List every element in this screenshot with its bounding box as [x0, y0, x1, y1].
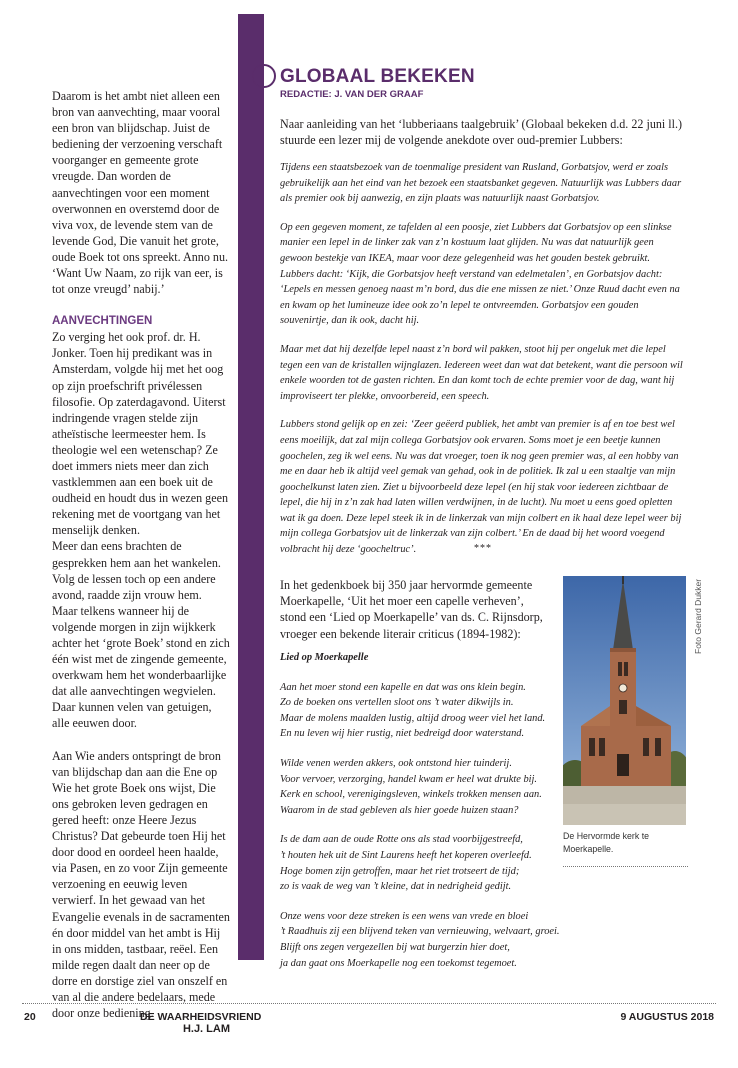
article-paragraph: In het gedenkboek bij 350 jaar hervormde gemeente Moerkapelle, ‘Uit het moer een capelle verheven’, stond een ‘Lied op Moerkapelle’ van ds. C. Rijnsdorp, vroeger een bekende literair criticus (1894-1982):	[280, 578, 543, 641]
poem-line: ja dan gaat ons Moerkapelle nog een toekomst tegemoet.	[280, 957, 517, 969]
anecdote-quote	[280, 160, 686, 571]
footer-divider	[22, 1003, 716, 1004]
poem-line: Zo de boeken ons vertellen sloot ons ’t water dikwijls in.	[280, 697, 514, 709]
poem-line: ’t Raadhuis zij een blijvend teken van vernieuwing, welvaart, groei.	[280, 926, 560, 938]
page-number: 20	[24, 1011, 36, 1023]
quote-paragraph: Lubbers stond gelijk op en zei: ‘Zeer geëerd publiek, het ambt van premier is af en toe best wel eens moeilijk, dat zal mijn collega Gorbatsjov ook ervaren. Soms moet je een beetje kunnen goochelen, zeg ik wel eens. Nu was dat vroeger, toen ik nog geen premier was, al een hobby van me en daar heb ik altijd veel gemak van gehad, ook in de politiek. Ik zal u een staaltje van mijn goochelkunst laten zien. Ziet u bijvoorbeeld deze lepel (en hij stak voor iedereen zichtbaar de lepel, die hij in z’n zak had laten willen verdwijnen, in de lucht). Nu moet u eens goed opletten wat ik ga doen. Deze lepel steek ik in de linkerzak van mijn colbert en ik haal deze lepel weer bij mijn collega Gorbatsjov uit de linkerzak van zijn colbert.’ En de daad bij het woord voegend volbracht hij deze ‘goocheltruc’.	[280, 419, 682, 556]
quote-paragraph: Op een gegeven moment, ze tafelden al een poosje, ziet Lubbers dat Gorbatsjov op een slinkse manier een lepel in de linker zak van z’n kostuum laat glijden. Nu was dat natuurlijk geen gewoon bestekje van IKEA, maar voor deze gelegenheid was het gouden bestek gebruikt. Lubbers dacht: ‘Kijk, die Gorbatsjov heeft verstand van edelmetalen’, en Gorbatsjov dacht: ‘Lepels en messen genoeg naast m’n bord, dus die ene missen ze niet.’ Onze Ruud dacht even na en kwam op het lumineuze idee ook zo’n lepel te ontvreemden. Gorbatsjov een gouden souvenirtje, dan ik ook, dacht hij.	[280, 221, 680, 327]
poem-line: Is de dam aan de oude Rotte ons als stad voorbijgestreefd,	[280, 834, 523, 846]
poem-line: Voor vervoer, verzorging, handel kwam er heel wat drukte bij.	[280, 773, 538, 785]
issue-date: 9 AUGUSTUS 2018	[620, 1011, 714, 1023]
quote-paragraph: Maar met dat hij dezelfde lepel naast z’n bord wil pakken, stoot hij per ongeluk met die lepel tegen een van de kristallen wijnglazen. Iedereen weet dan wat dat betekent, want die persoon wil enkele woorden tot de gasten richten. En dan komt toch de echte premier voor de dag, want hij improviseert ter plekke, onvoorbereid, een speech.	[280, 343, 683, 402]
poem-line: Hoge bomen zijn getroffen, maar het riet trotseert de tijd;	[280, 865, 520, 877]
poem-line: Waarom in de stad gebleven als hier goede huizen staan?	[280, 804, 519, 816]
left-paragraph: Aan Wie anders ontspringt de bron van blijdschap dan aan die Ene op Wie het grote Boek ons wijst, Die ons gebroken leven gedragen en gered heeft: onze Heere Jezus Christus? Dat gebeurde toen Hij het door dood en oordeel heen haalde, via Pasen, en zo voor Zijn gemeente verzoening en eeuwig leven verwierf. In het gewaad van het Evangelie evenals in de sacramenten én door middel van het ambt is Hij in ons midden, tastbaar, reëel. Een milde regen daalt dan neer op de dorre en dorstige ziel van onszelf en van al die andere bedelaars, mede door onze bediening.	[52, 748, 230, 1021]
section-title: GLOBAAL BEKEKEN	[280, 66, 475, 87]
photo-credit-text: Foto Gerard Dukker	[693, 578, 703, 654]
poem-line: Maar de molens maalden lustig, altijd droog weer viel het land.	[280, 712, 546, 724]
photo-caption: De Hervormde kerk te Moerkapelle.	[563, 831, 650, 854]
poem-stanza	[280, 909, 580, 971]
section-separator: ***	[474, 543, 492, 554]
subheading-aanvechtingen: AANVECHTINGEN	[52, 315, 153, 328]
article-intro: Naar aanleiding van het ‘lubberiaans taalgebruik’ (Globaal bekeken d.d. 22 juni ll.) stuurde een lezer mij de volgende anekdote over oud-premier Lubbers:	[280, 117, 683, 148]
poem-line: Aan het moer stond een kapelle en dat was ons klein begin.	[280, 681, 526, 693]
poem-line: zo is vaak de weg van ’t kleine, dat in nedrigheid gedijt.	[280, 881, 512, 893]
magazine-name: DE WAARHEIDSVRIEND	[140, 1011, 262, 1023]
author-signature: H.J. LAM	[182, 1023, 230, 1036]
section-byline: REDACTIE: J. VAN DER GRAAF	[280, 89, 424, 100]
poem-line: Onze wens voor deze streken is een wens van vrede en bloei	[280, 910, 529, 922]
left-paragraph: Zo verging het ook prof. dr. H. Jonker. Toen hij predikant was in Amsterdam, volgde hij met het oog op zijn proefschrift privélessen filosofie. Op zaterdagavond. Uiterst indringende vragen stelde zijn atheïstische leermeester hem. Is theologie wel een wetenschap? Ze doet immers niets meer dan zich vastklemmen aan een boek uit de oudheid en houdt dus in wezen geen rekening met de voortgang van het menselijk denken.	[52, 330, 228, 538]
poem-line: Blijft ons zegen vergezellen bij wat burgerzin hier doet,	[280, 941, 510, 953]
left-column	[52, 88, 230, 1037]
quote-paragraph: Tijdens een staatsbezoek van de toenmalige president van Rusland, Gorbatsjov, werd er zoals gebruikelijk aan het eind van het bezoek een staatsbanket gegeven. Natuurlijk was Lubbers daar als premier ook bij aanwezig, en zijn plaats was natuurlijk naast Gorbatsjov.	[280, 162, 682, 205]
church-photo	[563, 576, 686, 825]
caption-divider	[563, 866, 688, 867]
section-logo-icon	[252, 64, 276, 88]
poem-stanza	[280, 756, 580, 818]
poem-line: ’t houten hek uit de Sint Laurens heeft het koperen overleefd.	[280, 849, 532, 861]
poem-stanza	[280, 832, 580, 894]
poem	[280, 650, 580, 985]
poem-stanza	[280, 680, 580, 742]
left-paragraph: Daarom is het ambt niet alleen een bron van aanvechting, maar vooral een bron van blijdschap. Juist de bediening der verzoening verschaft voorganger en gemeente grote vreugde. Dan worden de aanvechtingen voor een moment overwonnen en overstemd door de viva vox, de levende stem van de levende God, Die vanuit het grote, oude Boek tot ons spreekt. Anno nu. ‘Want Uw Naam, zo rijk van eer, is tot onze vreugd’ nabij.’	[52, 89, 229, 297]
poem-line: En nu leven wij hier rustig, niet bedreigd door waterstand.	[280, 728, 525, 740]
poem-line: Wilde venen werden akkers, ook ontstond hier tuinderij.	[280, 757, 512, 769]
poem-line: Kerk en school, verenigingsleven, winkels trokken mensen aan.	[280, 789, 542, 801]
photo-credit	[688, 575, 703, 655]
section-color-bar	[238, 14, 264, 960]
left-paragraph: Meer dan eens brachten de gesprekken hem aan het wankelen. Volg de lessen toch op een andere avond, raadde zijn vrouw hem. Maar telkens wanneer hij de volgende morgen in zijn wijkkerk achter het ‘grote Boek’ stond en zich één wist met de zingende gemeente, overkwam hem het wonderbaarlijke dat alle aanvechtingen wegvielen. Daar kunnen velen van getuigen, alle eeuwen door.	[52, 539, 230, 731]
poem-title: Lied op Moerkapelle	[280, 652, 369, 663]
